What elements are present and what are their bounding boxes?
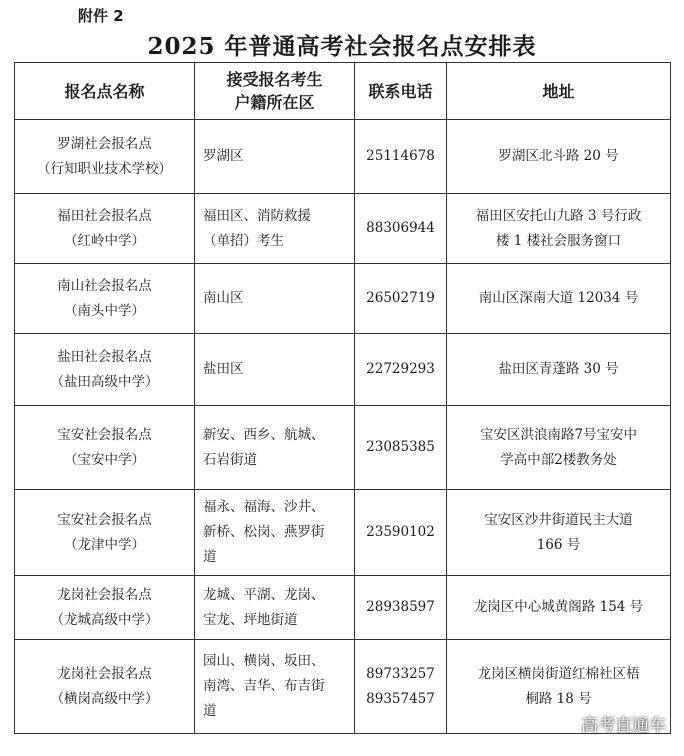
cell-district	[195, 490, 355, 576]
cell-phone-line: 23085385	[366, 439, 435, 455]
cell-district-line: 龙城、平湖、龙岗、	[203, 586, 325, 603]
cell-address	[447, 576, 671, 640]
cell-address-line: 罗湖区北斗路 20 号	[498, 148, 619, 164]
cell-district-line: 宝龙、坪地街道	[203, 611, 298, 628]
cell-phone-line: 89357457	[366, 690, 435, 707]
table-row	[15, 406, 671, 490]
cell-name-line: （南头中学）	[64, 302, 145, 319]
cell-name-line: 福田社会报名点	[57, 207, 152, 224]
cell-district-line: 道	[203, 703, 217, 719]
cell-name-line: （横岗高级中学）	[50, 690, 159, 707]
cell-name-line: （红岭中学）	[64, 232, 145, 249]
cell-district	[195, 640, 355, 734]
cell-phone-line: 22729293	[366, 361, 435, 377]
cell-district-line: 福田区、消防救援	[203, 207, 311, 224]
cell-name	[15, 406, 195, 490]
cell-phone-line: 26502719	[366, 290, 435, 306]
cell-phone	[355, 334, 447, 406]
cell-district-line: 福永、福海、沙井、	[203, 499, 325, 515]
cell-district-line: 新安、西乡、航城、	[203, 426, 325, 443]
cell-name-line: （盐田高级中学）	[50, 373, 159, 390]
cell-address-line: 盐田区青蓬路 30 号	[498, 361, 619, 377]
cell-name-line: （龙城高级中学）	[50, 611, 159, 628]
cell-district	[195, 264, 355, 334]
header-address: 地址	[447, 63, 671, 120]
cell-name	[15, 640, 195, 734]
cell-phone-line: 23590102	[366, 524, 435, 540]
cell-address	[447, 194, 671, 264]
cell-phone-line: 25114678	[366, 148, 435, 164]
cell-address-line: 龙岗区中心城黄阁路 154 号	[473, 599, 644, 615]
cell-address-line: 福田区安托山九路 3 号行政	[475, 207, 642, 224]
header-district-line2: 户籍所在区	[234, 93, 315, 112]
cell-district	[195, 194, 355, 264]
cell-address	[447, 120, 671, 194]
table-row	[15, 194, 671, 264]
cell-address-line: 宝安区沙井街道民主大道	[484, 511, 633, 528]
cell-name-line: （龙津中学）	[64, 536, 145, 553]
cell-name-line: 宝安社会报名点	[57, 511, 152, 528]
table-row	[15, 490, 671, 576]
cell-district-line: （单招）考生	[203, 232, 284, 249]
table-row	[15, 576, 671, 640]
cell-phone-line: 89733257	[366, 665, 435, 682]
cell-phone	[355, 406, 447, 490]
cell-district-line: 道	[203, 549, 217, 565]
cell-district	[195, 334, 355, 406]
cell-district	[195, 576, 355, 640]
table-row	[15, 640, 671, 734]
cell-district-line: 石岩街道	[203, 451, 257, 468]
header-district-line1: 接受报名考生	[226, 70, 323, 89]
cell-name-line: （宝安中学）	[64, 451, 145, 468]
cell-phone-line: 28938597	[366, 599, 435, 615]
attachment-label: 附件 2	[78, 7, 124, 25]
cell-district-line: 南湾、吉华、布吉街	[203, 678, 325, 694]
cell-address	[447, 334, 671, 406]
cell-phone	[355, 194, 447, 264]
cell-address-line: 南山区深南大道 12034 号	[478, 290, 639, 306]
header-district	[195, 63, 355, 120]
header-name: 报名点名称	[15, 63, 195, 120]
cell-name-line: 盐田社会报名点	[57, 348, 152, 365]
table-row	[15, 334, 671, 406]
cell-address	[447, 406, 671, 490]
cell-name	[15, 120, 195, 194]
cell-address-line: 桐路 18 号	[525, 690, 592, 707]
table-row	[15, 120, 671, 194]
cell-name-line: 罗湖社会报名点	[57, 135, 152, 152]
table-row	[15, 264, 671, 334]
cell-district	[195, 406, 355, 490]
cell-address-line: 宝安区洪浪南路7号宝安中	[479, 426, 638, 443]
cell-name-line: 宝安社会报名点	[57, 426, 152, 443]
cell-name	[15, 334, 195, 406]
cell-name	[15, 490, 195, 576]
cell-district-line: 盐田区	[203, 361, 244, 377]
cell-name	[15, 576, 195, 640]
cell-phone	[355, 490, 447, 576]
registration-table	[14, 62, 671, 734]
cell-phone	[355, 576, 447, 640]
cell-name	[15, 194, 195, 264]
cell-address-line: 楼 1 楼社会服务窗口	[495, 232, 622, 249]
cell-district-line: 新桥、松岗、燕罗街	[203, 524, 325, 540]
table-body	[15, 120, 671, 734]
header-row	[15, 63, 671, 120]
cell-address-line: 学高中部2楼教务处	[500, 451, 617, 468]
cell-phone	[355, 264, 447, 334]
cell-phone	[355, 640, 447, 734]
cell-phone-line: 88306944	[366, 220, 435, 236]
cell-address-line: 166 号	[536, 536, 581, 553]
header-phone: 联系电话	[355, 63, 447, 120]
watermark: 高考直通车	[581, 716, 666, 736]
cell-name-line: 龙岗社会报名点	[57, 586, 152, 603]
page-title: 2025 年普通高考社会报名点安排表	[147, 33, 537, 60]
cell-name-line: （行知职业技术学校）	[37, 160, 172, 177]
cell-district-line: 南山区	[203, 290, 244, 306]
cell-phone	[355, 120, 447, 194]
cell-address	[447, 264, 671, 334]
cell-district-line: 罗湖区	[203, 148, 244, 164]
cell-address-line: 龙岗区横岗街道红棉社区梧	[477, 665, 640, 682]
cell-name	[15, 264, 195, 334]
cell-address	[447, 490, 671, 576]
cell-district	[195, 120, 355, 194]
cell-name-line: 龙岗社会报名点	[57, 665, 152, 682]
cell-district-line: 园山、横岗、坂田、	[203, 653, 325, 669]
cell-name-line: 南山社会报名点	[57, 277, 152, 294]
